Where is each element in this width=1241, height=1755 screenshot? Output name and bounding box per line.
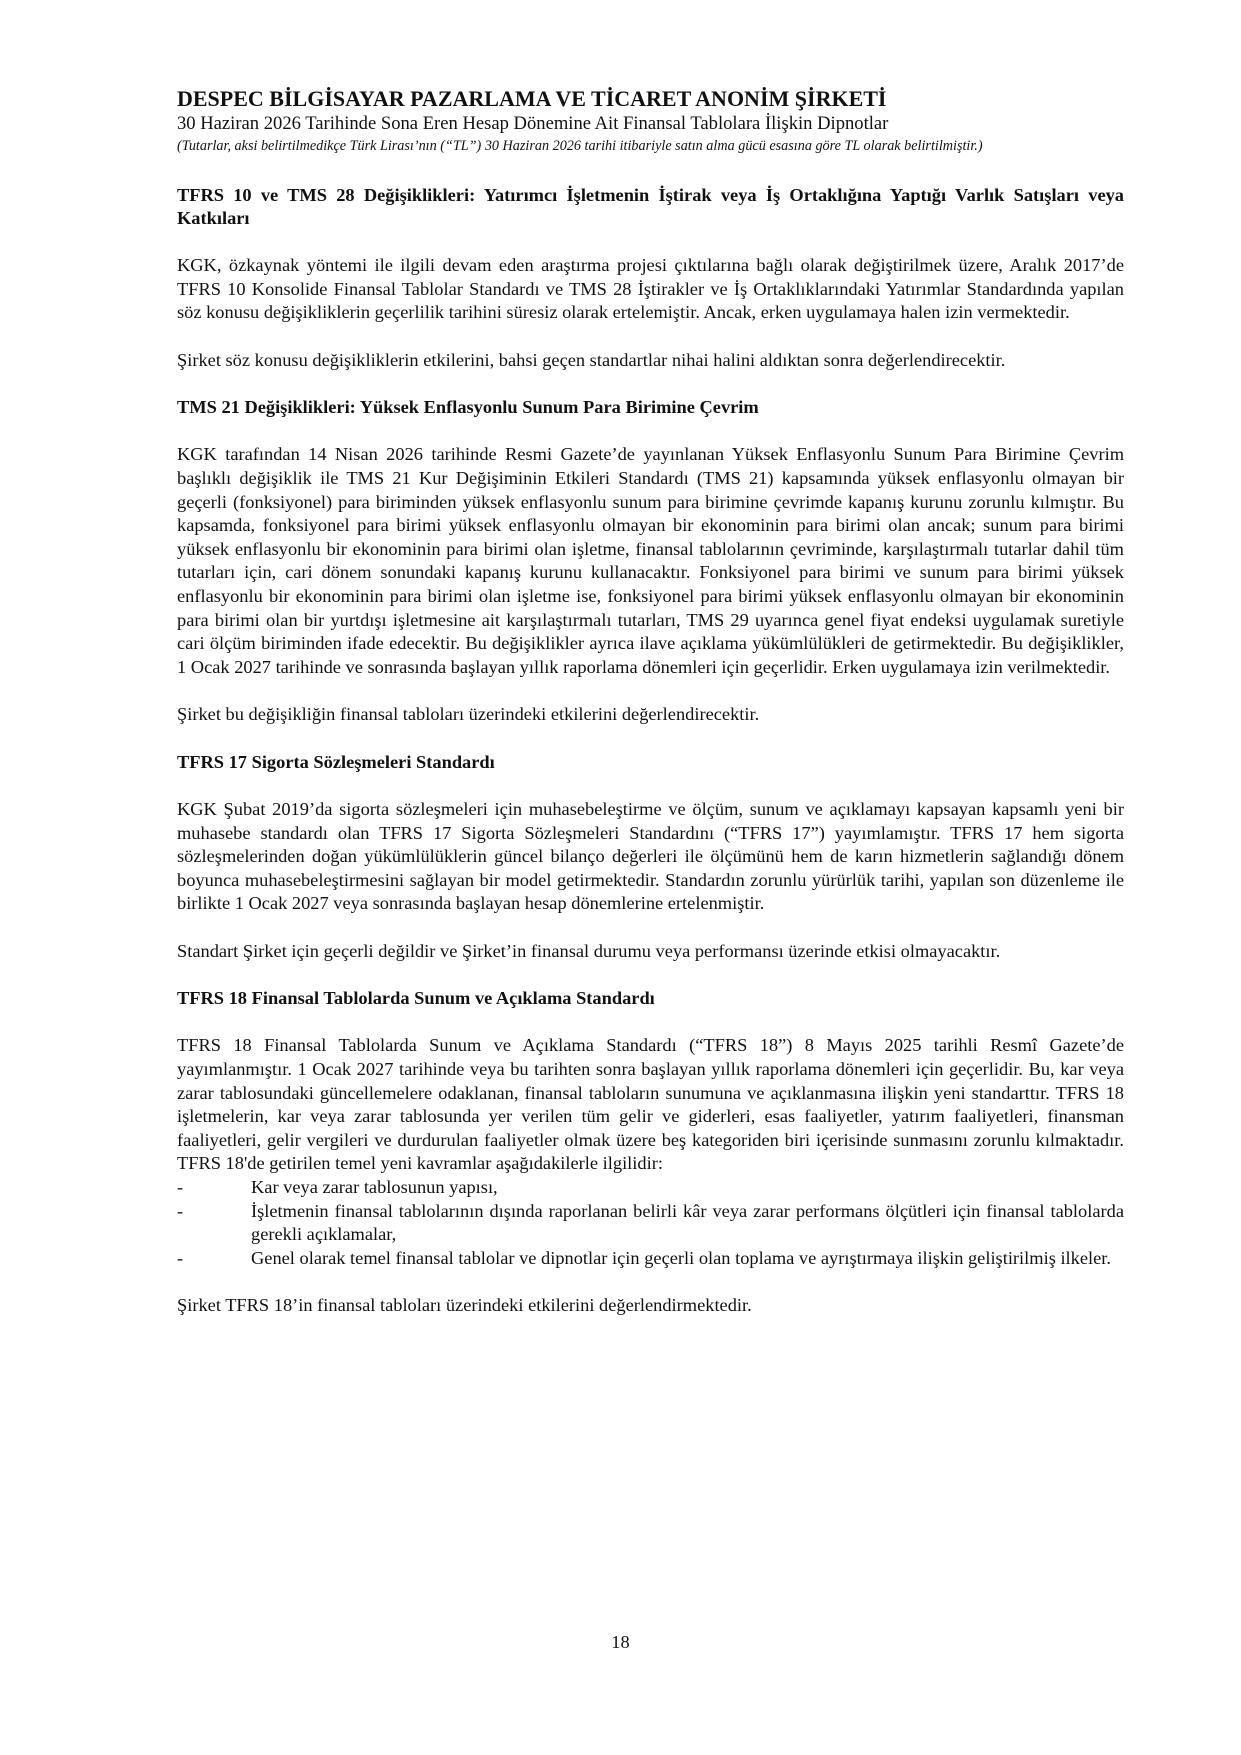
section-paragraph: KGK, özkaynak yöntemi ile ilgili devam eden araştırma projesi çıktılarına bağlı olarak değiştirilmek üzere, Aralık 2017’de TFRS 10 Konsolide Finansal Tablolar Standardı ve TMS 28 İştirakler ve İş Ortaklıklarındaki Yatırımlar Standardında yapılan söz konusu değişikliklerin geçerlilik tarihini süresiz olarak ertelemiştir. Ancak, erken uygulamaya halen izin vermektedir. <box>177 255 1124 323</box>
section-paragraph: Şirket söz konusu değişikliklerin etkilerini, bahsi geçen standartlar nihai halini aldıktan sonra değerlendirecektir. <box>177 349 1006 370</box>
company-name: DESPEC BİLGİSAYAR PAZARLAMA VE TİCARET ANONİM ŞİRKETİ <box>177 86 887 111</box>
bullet-dash: - <box>177 1200 184 1221</box>
section-tms21 <box>177 396 1124 727</box>
list-item-text: İşletmenin finansal tablolarının dışında raporlanan belirli kâr veya zarar performans ölçütleri için finansal tablolarda gerekli açıklamalar, <box>251 1200 1124 1245</box>
list-item <box>177 1200 1124 1247</box>
page-number: 18 <box>611 1632 630 1652</box>
section-heading: TFRS 10 ve TMS 28 Değişiklikleri: Yatırımcı İşletmenin İştirak veya İş Ortaklığına Yaptığı Varlık Satışları veya Katkıları <box>177 185 1124 228</box>
list-item <box>177 1247 1124 1271</box>
section-paragraph: KGK tarafından 14 Nisan 2026 tarihinde Resmi Gazete’de yayınlanan Yüksek Enflasyonlu Sunum Para Birimine Çevrim başlıklı değişiklik ile TMS 21 Kur Değişiminin Etkileri Standardı (TMS 21) kapsamında yüksek enflasyonlu olmayan bir geçerli (fonksiyonel) para biriminden yüksek enflasyonlu sunum para birimine çevrimde kapanış kurunu zorunlu kılmıştır. Bu kapsamda, fonksiyonel para birimi yüksek enflasyonlu olmayan bir ekonominin para birimi olan ancak; sunum para birimi yüksek enflasyonlu bir ekonominin para birimi olan işletme, finansal tablolarının çevriminde, karşılaştırmalı tutarlar dahil tüm tutarları için, cari dönem sonundaki kapanış kurunu kullanacaktır. Fonksiyonel para birimi ve sunum para birimi yüksek enflasyonlu bir ekonominin para birimi olan işletme ise, fonksiyonel para birimi yüksek enflasyonlu olmayan bir ekonominin para birimi olan bir yurtdışı işletmesine ait karşılaştırmalı tutarları, TMS 29 uyarınca genel fiyat endeksi uygulamak suretiyle cari ölçüm biriminden ifade edecektir. Bu değişiklikler ayrıca ilave açıklama yükümlülükleri de getirmektedir. Bu değişiklikler, 1 Ocak 2027 tarihinde ve sonrasında başlayan yıllık raporlama dönemleri için geçerlidir. Erken uygulamaya izin verilmektedir. <box>177 444 1124 677</box>
section-tfrs17 <box>177 751 1124 964</box>
section-paragraph: Şirket TFRS 18’in finansal tabloları üzerindeki etkilerini değerlendirmektedir. <box>177 1295 752 1316</box>
currency-note: (Tutarlar, aksi belirtilmedikçe Türk Lirası’nın (“TL”) 30 Haziran 2026 tarihi itibariyle satın alma gücü esasına göre TL olarak belirtilmiştir.) <box>177 138 983 154</box>
section-paragraph: Şirket bu değişikliğin finansal tabloları üzerindeki etkilerini değerlendirecektir. <box>177 704 760 725</box>
document-header <box>177 86 1124 156</box>
list-item-text: Genel olarak temel finansal tablolar ve dipnotlar için geçerli olan toplama ve ayrıştırmaya ilişkin geliştirilmiş ilkeler. <box>251 1247 1112 1268</box>
section-heading: TMS 21 Değişiklikleri: Yüksek Enflasyonlu Sunum Para Birimine Çevrim <box>177 397 759 418</box>
list-item-text: Kar veya zarar tablosunun yapısı, <box>251 1177 498 1198</box>
bullet-dash: - <box>177 1247 184 1268</box>
bullet-dash: - <box>177 1177 184 1198</box>
section-paragraph: TFRS 18 Finansal Tablolarda Sunum ve Açıklama Standardı (“TFRS 18”) 8 Mayıs 2025 tarihli Resmî Gazete’de yayımlanmıştır. 1 Ocak 2027 tarihinde veya bu tarihten sonra başlayan yıllık raporlama dönemleri için geçerlidir. Bu, kar veya zarar tablosundaki güncellemelere odaklanan, finansal tabloların sunumuna ve açıklanmasına ilişkin yeni standarttır. TFRS 18 işletmelerin, kar veya zarar tablosunda yer verilen tüm gelir ve giderleri, esas faaliyetler, yatırım faaliyetleri, finansman faaliyetleri, gelir vergileri ve durdurulan faaliyetler olmak üzere beş kategoriden biri içerisinde sunmasını zorunlu kılmaktadır. TFRS 18'de getirilen temel yeni kavramlar aşağıdakilerle ilgilidir: <box>177 1035 1124 1174</box>
section-tfrs18 <box>177 987 1124 1318</box>
section-heading: TFRS 17 Sigorta Sözleşmeleri Standardı <box>177 751 495 772</box>
bullet-list <box>177 1176 1124 1270</box>
list-item <box>177 1176 1124 1200</box>
document-subtitle: 30 Haziran 2026 Tarihinde Sona Eren Hesap Dönemine Ait Finansal Tablolara İlişkin Dipnotlar <box>177 113 889 134</box>
section-paragraph: Standart Şirket için geçerli değildir ve Şirket’in finansal durumu veya performansı üzerinde etkisi olmayacaktır. <box>177 940 1001 961</box>
section-heading: TFRS 18 Finansal Tablolarda Sunum ve Açıklama Standardı <box>177 988 655 1009</box>
section-tfrs10-tms28 <box>177 184 1124 372</box>
section-paragraph: KGK Şubat 2019’da sigorta sözleşmeleri için muhasebeleştirme ve ölçüm, sunum ve açıklamayı kapsayan kapsamlı yeni bir muhasebe standardı olan TFRS 17 Sigorta Sözleşmeleri Standardını (“TFRS 17”) yayımlamıştır. TFRS 17 hem sigorta sözleşmelerinden doğan yükümlülüklerin güncel bilanço değerleri ile ölçümünü hem de karın hizmetlerin sağlandığı dönem boyunca muhasebeleştirmesini sağlayan bir model getirmektedir. Standardın zorunlu yürürlük tarihi, yapılan son düzenleme ile birlikte 1 Ocak 2027 veya sonrasında başlayan hesap dönemlerine ertelenmiştir. <box>177 798 1124 914</box>
